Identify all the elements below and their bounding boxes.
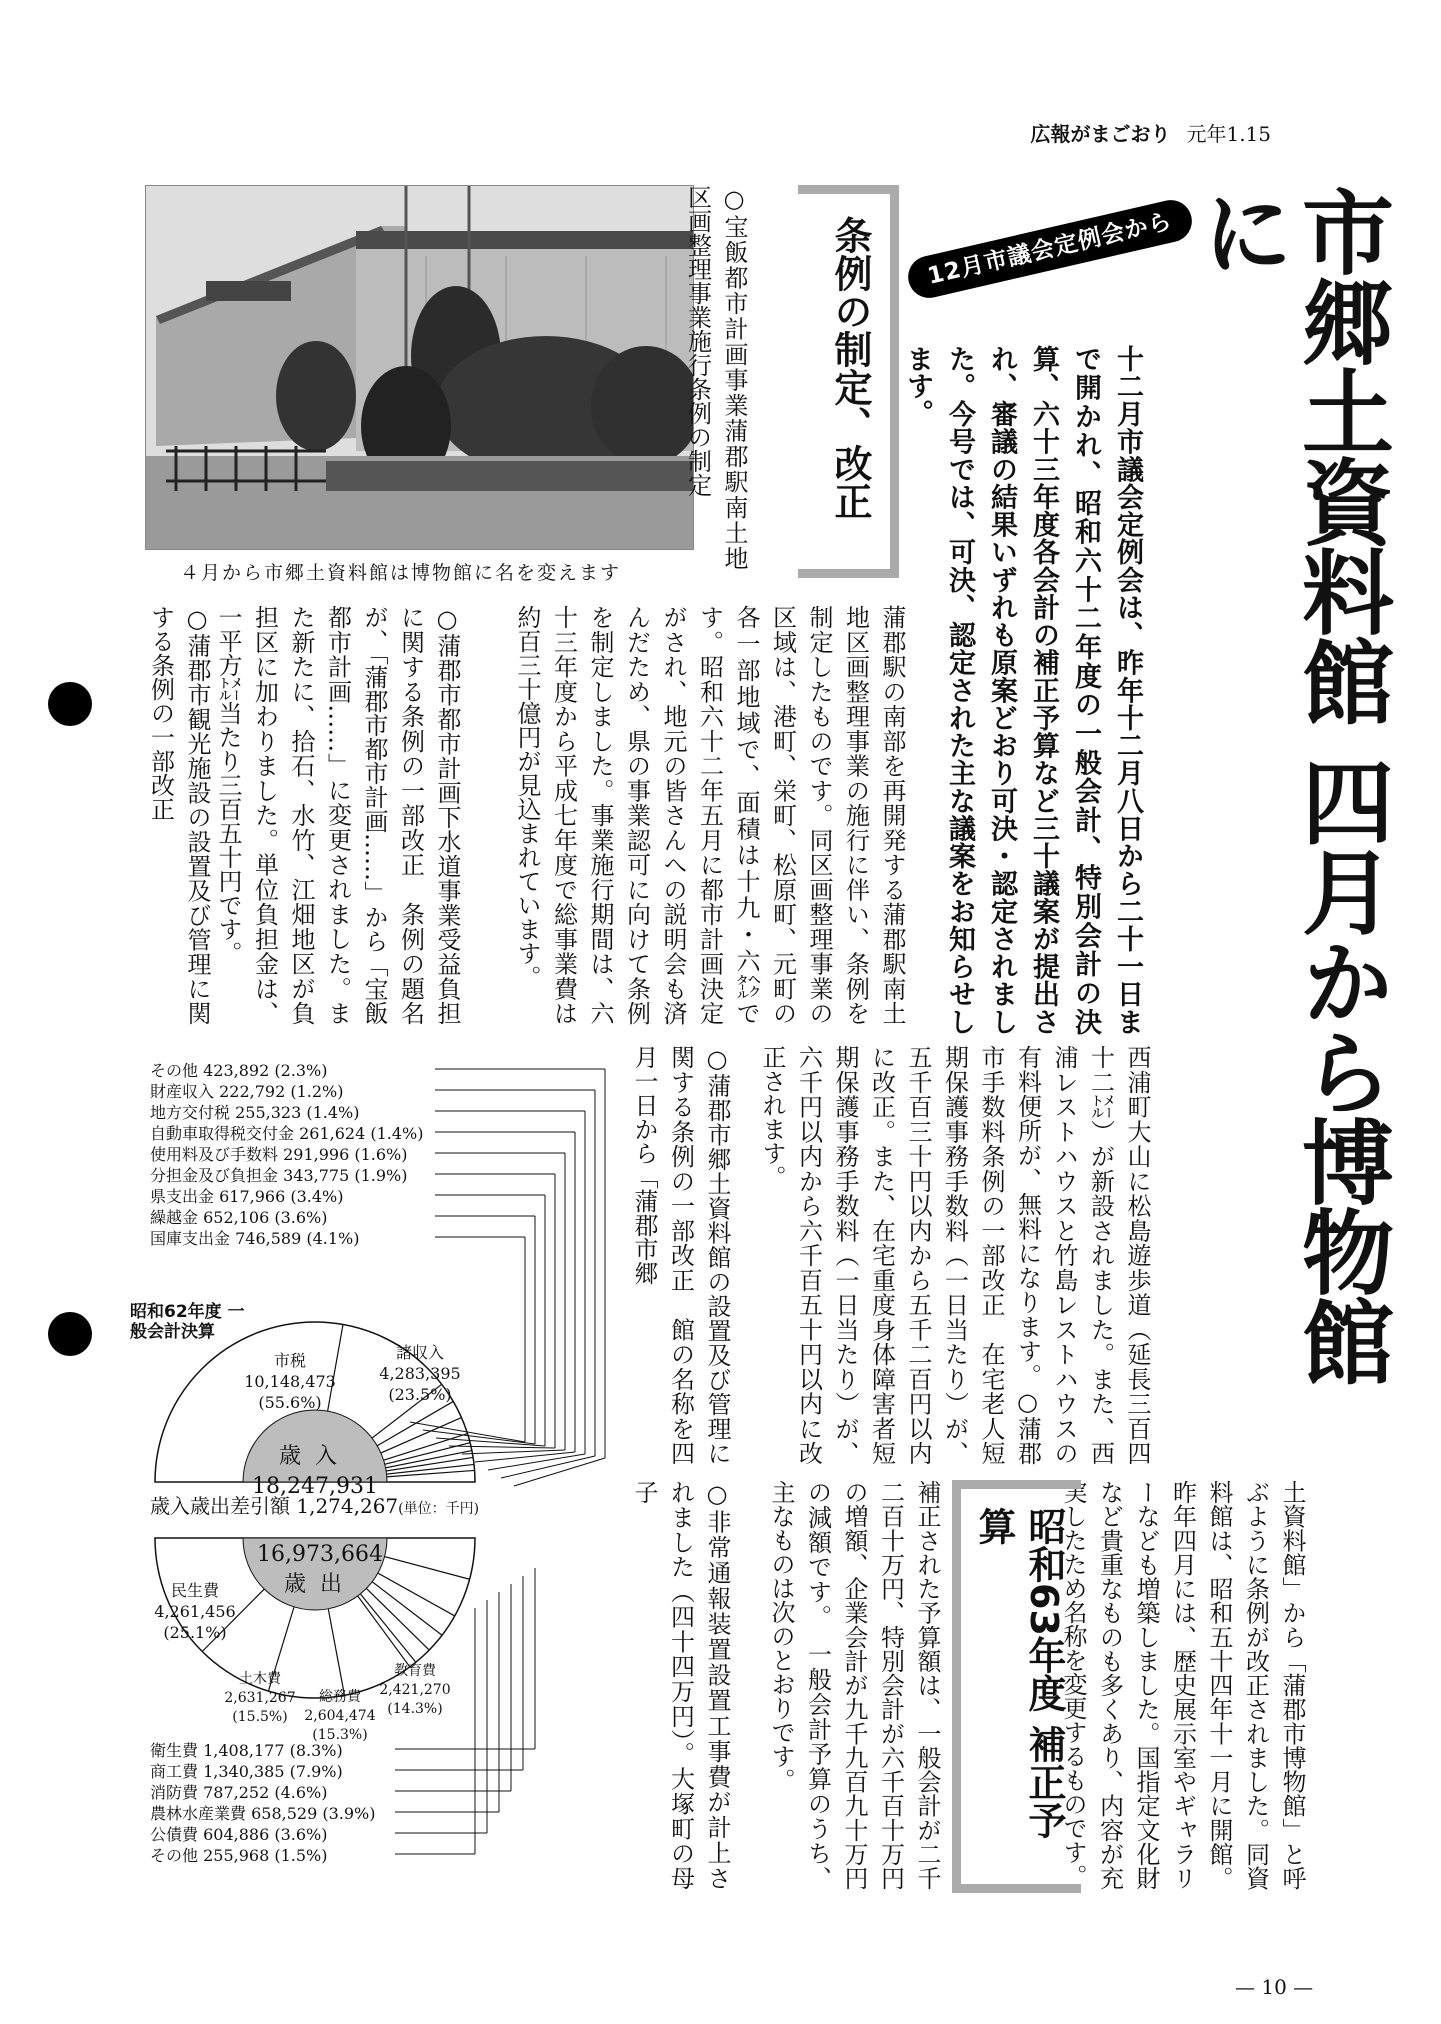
museum-photo	[145, 185, 694, 550]
slice-value: 2,604,474	[304, 1708, 376, 1724]
building-illustration	[146, 186, 693, 549]
slice-name: 土木費	[239, 1671, 281, 1687]
slice-pct: (55.6%)	[258, 1393, 322, 1412]
ordinance-item-2: ○蒲郡市都市計画下水道事業受益負担に関する条例の一部改正 条例の題名が、「蒲郡市都市計画……」から「宝飯都市計画……」に変更されました。また新たに、拾石、水竹、江畑地区が負担区に加わりました。単位負担金は、一平方㍍当たり三百五十円です。	[214, 605, 461, 1025]
slice-name: 民生費	[170, 1581, 219, 1600]
ordinance-item-4: ○蒲郡市郷土資料館の設置及び管理に関する条例の一部改正 館の名称を四月一日から「蒲郡市郷	[630, 1045, 731, 1465]
slice-value: 4,261,456	[154, 1602, 236, 1621]
revenue-small-label-6: 県支出金 617,966 (3.4%)	[150, 1187, 344, 1206]
slice-name: 教育費	[394, 1663, 436, 1679]
slice-name: 諸収入	[395, 1343, 444, 1362]
ordinance-item-3-title: ○蒲郡市観光施設の設置及び管理に関する条例の一部改正	[146, 605, 211, 1025]
expenditure-slice-label-education	[375, 1662, 455, 1719]
lead-paragraph: 十二月市議会定例会は、昨年十二月八日から二十一日まで開かれ、昭和六十二年度の一般会計、特別会計の決算、六十三年度各会計の補正予算など三十議案が提出され、審議の結果いずれも原案どおり可決・認定されました。今号では、可決、認定された主な議案をお知らせします。	[902, 345, 1143, 1035]
revenue-leader-d-4	[462, 1450, 565, 1454]
revenue-slice-label-tax	[230, 1350, 350, 1413]
balance-label: 歳入歳出差引額	[150, 1494, 290, 1518]
page-header	[1030, 118, 1271, 147]
slice-name: 総務費	[319, 1689, 361, 1705]
budget-summary: 補正された予算額は、一般会計が二千二百十万円、特別会計が六千百十万円の増額、企業会計が九千九百九十万円の減額です。 一般会計予算のうち、主なものは次のとおりです。	[767, 1480, 941, 1890]
revenue-label: 歳入	[278, 1444, 351, 1469]
slice-value: 2,421,270	[379, 1682, 451, 1698]
revenue-leader-d-3	[475, 1452, 575, 1462]
expenditure-slice-label-civil	[220, 1670, 300, 1727]
balance-line	[150, 1490, 479, 1519]
expenditure-slice-label-general	[300, 1688, 380, 1745]
issue-date: 元年1.15	[1186, 122, 1271, 146]
section-ordinance-header	[798, 185, 899, 578]
revenue-slice-label-misc	[365, 1342, 475, 1405]
revenue-leader-d-1	[501, 1456, 595, 1478]
meeting-badge: 12月市議会定例会から	[904, 196, 1196, 302]
expenditure-slice-label-welfare	[140, 1580, 250, 1643]
slice-value: 10,148,473	[244, 1372, 336, 1391]
budget-chart	[130, 1050, 615, 1930]
expenditure-small-label-1: 商工費 1,340,385 (7.9%)	[150, 1762, 343, 1781]
binder-hole-bottom	[48, 1312, 92, 1356]
balance-value: 1,274,267	[296, 1494, 399, 1518]
section-ordinance-title: 条例の制定、改正	[828, 216, 872, 520]
page-number: — 10 —	[1235, 1975, 1314, 1999]
main-headline: 市郷土資料館 四月から博物館に	[1187, 185, 1394, 1386]
slice-pct: (14.3%)	[387, 1701, 443, 1717]
expenditure-label: 歳出	[283, 1572, 356, 1597]
expenditure-small-label-4: 公債費 604,886 (3.6%)	[150, 1825, 328, 1844]
ordinance-item-3-body: 西浦町大山に松島遊歩道（延長三百四十二㍍）が新設されました。また、西浦レストハウスと竹島レストハウスの有料便所が、無料になります。○蒲郡市手数料条例の一部改正 在宅老人短期保護事務手数料（一日当たり）が、五千百三十円以内から五千二百円以内に改正。また、在宅重度身体障害者短期保護事務手数料（一日当たり）が、六千円以内から六千百五十円以内に改正されます。	[758, 1045, 1151, 1465]
photo-caption: ４月から市郷土資料館は博物館に名を変えます	[180, 562, 622, 584]
expenditure-small-label-3: 農林水産業費 658,529 (3.9%)	[150, 1804, 376, 1823]
ordinance-item-4-cont: 土資料館」から「蒲郡市博物館」と呼ぶように条例が改正されました。同資料館は、昭和五十四年十一月に開館。昨年四月には、歴史展示室やギャラリーなども増築しました。国指定文化財など貴重なものも多くあり、内容が充実したため名称を変更するものです。	[1059, 1480, 1306, 1890]
slice-value: 2,631,267	[224, 1690, 296, 1706]
revenue-small-label-8: 国庫支出金 746,589 (4.1%)	[150, 1229, 360, 1248]
ordinance-item-1-body: 蒲郡駅の南部を再開発する蒲郡駅南土地区画整理事業の施行に伴い、条例を制定したものです。同区画整理事業の区域は、港町、栄町、松原町、元町の各一部地域で、面積は十九・六㌶です。昭和六十二年五月に都市計画決定がされ、地元の皆さんへの説明会も済んだため、県の事業認可に向けて条例を制定しました。事業施行期間は、六十三年度から平成七年度で総事業費は約百三十億円が見込まれています。	[513, 605, 906, 1025]
revenue-small-label-0: その他 423,892 (2.3%)	[150, 1061, 328, 1080]
balance-unit: (単位：千円)	[398, 1501, 480, 1517]
revenue-small-label-5: 分担金及び負担金 343,775 (1.9%)	[150, 1166, 408, 1185]
expenditure-total: 16,973,664	[257, 1542, 383, 1567]
publication-name: 広報がまごおり	[1030, 122, 1171, 146]
revenue-total: 18,247,931	[252, 1474, 378, 1499]
revenue-small-label-4: 使用料及び手数料 291,996 (1.6%)	[150, 1145, 408, 1164]
section-budget-header	[952, 1480, 1081, 1893]
slice-pct: (15.5%)	[232, 1709, 288, 1725]
revenue-small-label-1: 財産収入 222,792 (1.2%)	[150, 1082, 344, 1101]
revenue-small-label-2: 地方交付税 255,323 (1.4%)	[150, 1103, 360, 1122]
budget-item-1: ○非常通報装置設置工事費が計上されました（四十四万円）。大塚町の母子	[630, 1480, 731, 1890]
section-budget-title: 昭和63年度 補正予算	[972, 1507, 1066, 1840]
chart-title-line: 昭和62年度 一般会計決算	[130, 1302, 245, 1342]
expenditure-center	[245, 1540, 395, 1600]
slice-pct: (15.3%)	[312, 1727, 368, 1743]
binder-hole-top	[48, 682, 92, 726]
slice-pct: (23.5%)	[388, 1385, 452, 1404]
revenue-small-label-7: 繰越金 652,106 (3.6%)	[150, 1208, 328, 1227]
expenditure-small-label-5: その他 255,968 (1.5%)	[150, 1846, 328, 1865]
revenue-small-label-3: 自動車取得税交付金 261,624 (1.4%)	[150, 1124, 424, 1143]
slice-value: 4,283,395	[379, 1364, 461, 1383]
ordinance-item-1: ○宝飯都市計画事業蒲郡駅南土地区画整理事業施行条例の制定	[683, 185, 748, 570]
slice-name: 市税	[273, 1351, 306, 1370]
expenditure-small-label-2: 消防費 787,252 (4.6%)	[150, 1783, 328, 1802]
expenditure-small-label-0: 衛生費 1,408,177 (8.3%)	[150, 1741, 343, 1760]
slice-pct: (25.1%)	[163, 1623, 227, 1642]
